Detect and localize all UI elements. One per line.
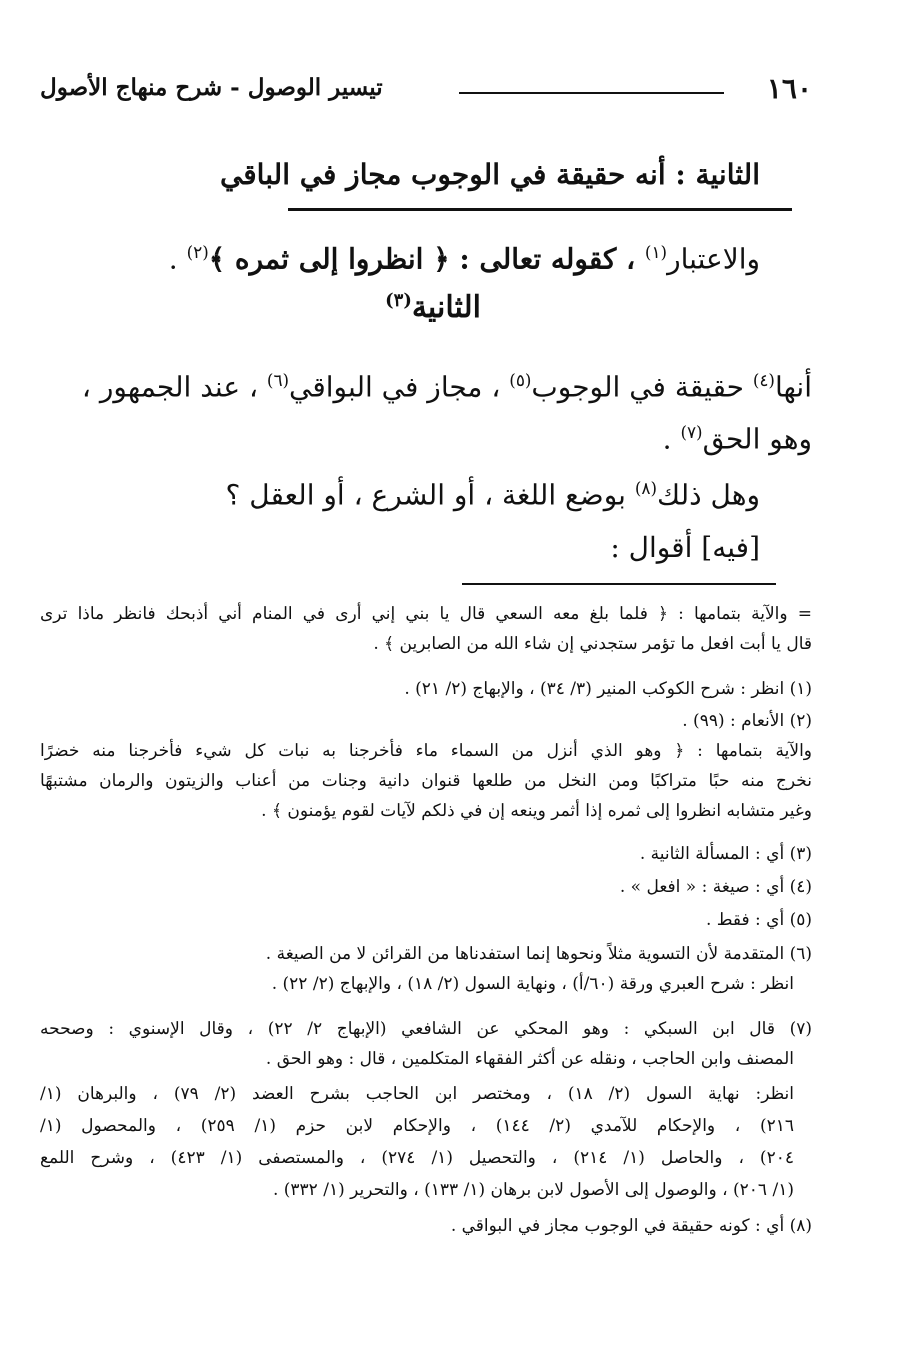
footnote-1: (١) انظر : شرح الكوكب المنير (٣/ ٣٤) ، والإبهاج (٢/ ٢١) . bbox=[404, 679, 812, 699]
footnote-ref: (٢) bbox=[186, 242, 209, 262]
sharh-line-2 bbox=[663, 412, 812, 459]
footnote-ref: (٥) bbox=[509, 370, 532, 390]
footnote-continuation: = والآية بتمامها : ﴿ فلما بلغ معه السعي قال يا بني إني أرى في المنام أني أذبحك فانظر ماذا ترى bbox=[40, 604, 812, 624]
footnote-7-line: ٢٠٤) ، والحاصل (١/ ٢١٤) ، والتحصيل (١/ ٢٧٤) ، والمستصفى (١/ ٤٢٣) ، وشرح اللمع bbox=[40, 1148, 794, 1168]
footnote-4: (٤) أي : صيغة : « افعل » . bbox=[619, 877, 812, 897]
footnote-2-line: والآية بتمامها : ﴿ وهو الذي أنزل من السماء ماء فأخرجنا به نبات كل شيء فأخرجنا منه خضرًا bbox=[40, 741, 812, 761]
footnote-6-line: انظر : شرح العبري ورقة (٦٠/أ) ، ونهاية السول (٢/ ١٨) ، والإبهاج (٢/ ٢٢) . bbox=[271, 974, 794, 994]
footnote-7-line: ٢١٦) ، والإحكام للآمدي (٢/ ١٤٤) ، والإحكام لابن حزم (١/ ٢٥٩) ، والمحصول (١/ bbox=[40, 1116, 794, 1136]
footnote-ref: (١) bbox=[644, 242, 668, 262]
sharh-line-1 bbox=[82, 360, 812, 407]
footnote-5: (٥) أي : فقط . bbox=[705, 910, 812, 930]
footnote-ref: (٦) bbox=[266, 370, 290, 390]
quran-quote: ، كقوله تعالى : ﴿ انظروا إلى ثمره ﴾ bbox=[208, 242, 645, 276]
footnote-continuation: قال يا أبت افعل ما تؤمر ستجدني إن شاء الله من الصابرين ﴾ . bbox=[373, 634, 812, 654]
text-segment: ، مجاز في البواقي bbox=[289, 370, 510, 404]
text-segment: . bbox=[168, 242, 187, 276]
footnote-ref: (٧) bbox=[680, 422, 703, 442]
footnote-ref: (٤) bbox=[752, 370, 775, 390]
footnote-8: (٨) أي : كونه حقيقة في الوجوب مجاز في البواقي . bbox=[450, 1216, 812, 1236]
footnote-separator bbox=[462, 583, 776, 585]
footnote-2: (٢) الأنعام : (٩٩) . bbox=[682, 711, 812, 731]
footnote-3: (٣) أي : المسألة الثانية . bbox=[639, 844, 812, 864]
sharh-line-3 bbox=[226, 468, 760, 515]
text-segment: أنها bbox=[774, 370, 812, 404]
footnote-ref: (٣) bbox=[385, 290, 412, 311]
page-number: ١٦٠ bbox=[766, 72, 812, 105]
footnote-2-line: نخرج منه حبًا متراكبًا ومن النخل من طلعها قنوان دانية وجنات من أعناب والزيتون والرمان مشتبهًا bbox=[40, 771, 812, 791]
footnote-7-line: انظر: نهاية السول (٢/ ١٨) ، ومختصر ابن الحاجب بشرح العضد (٢/ ٧٩) ، والبرهان (١/ bbox=[40, 1084, 794, 1104]
footnote-7-line: المصنف وابن الحاجب ، ونقله عن أكثر الفقهاء المتكلمين ، قال : وهو الحق . bbox=[265, 1049, 794, 1069]
footnote-7: (٧) قال ابن السبكي : وهو المحكي عن الشافعي (الإبهاج ٢/ ٢٢) ، وقال الإسنوي : وصححه bbox=[40, 1019, 812, 1039]
sharh-line-4: [فيه] أقوال : bbox=[610, 531, 760, 564]
matn-line-2 bbox=[169, 232, 760, 279]
matn-underline bbox=[288, 208, 792, 211]
text-segment: حقيقة في الوجوب bbox=[531, 370, 753, 404]
matn-line-1: الثانية : أنه حقيقة في الوجوب مجاز في الباقي bbox=[219, 158, 760, 191]
page-header bbox=[40, 68, 812, 112]
text-segment: والاعتبار bbox=[667, 242, 760, 276]
text-segment: بوضع اللغة ، أو الشرع ، أو العقل ؟ bbox=[225, 478, 635, 512]
header-rule bbox=[459, 92, 724, 94]
book-title: تيسير الوصول - شرح منهاج الأصول bbox=[40, 74, 383, 101]
text-segment: ، عند الجمهور ، bbox=[81, 370, 267, 404]
footnote-2-line: وغير متشابه انظروا إلى ثمره إذا أثمر وينعه إن في ذلكم لآيات لقوم يؤمنون ﴾ . bbox=[261, 801, 812, 821]
footnote-6: (٦) المتقدمة لأن التسوية مثلاً ونحوها إنما استفدناها من القرائن لا من الصيغة . bbox=[265, 944, 812, 964]
text-segment: وهل ذلك bbox=[657, 478, 760, 512]
text-segment: . bbox=[662, 422, 681, 456]
text-segment: وهو الحق bbox=[702, 422, 812, 456]
footnote-7-line: (١/ ٢٠٦) ، والوصول إلى الأصول لابن برهان (١/ ١٣٣) ، والتحرير (١/ ٣٣٢) . bbox=[272, 1180, 794, 1200]
section-heading bbox=[385, 290, 481, 325]
footnote-ref: (٨) bbox=[634, 478, 657, 498]
heading-text: الثانية bbox=[411, 290, 481, 325]
